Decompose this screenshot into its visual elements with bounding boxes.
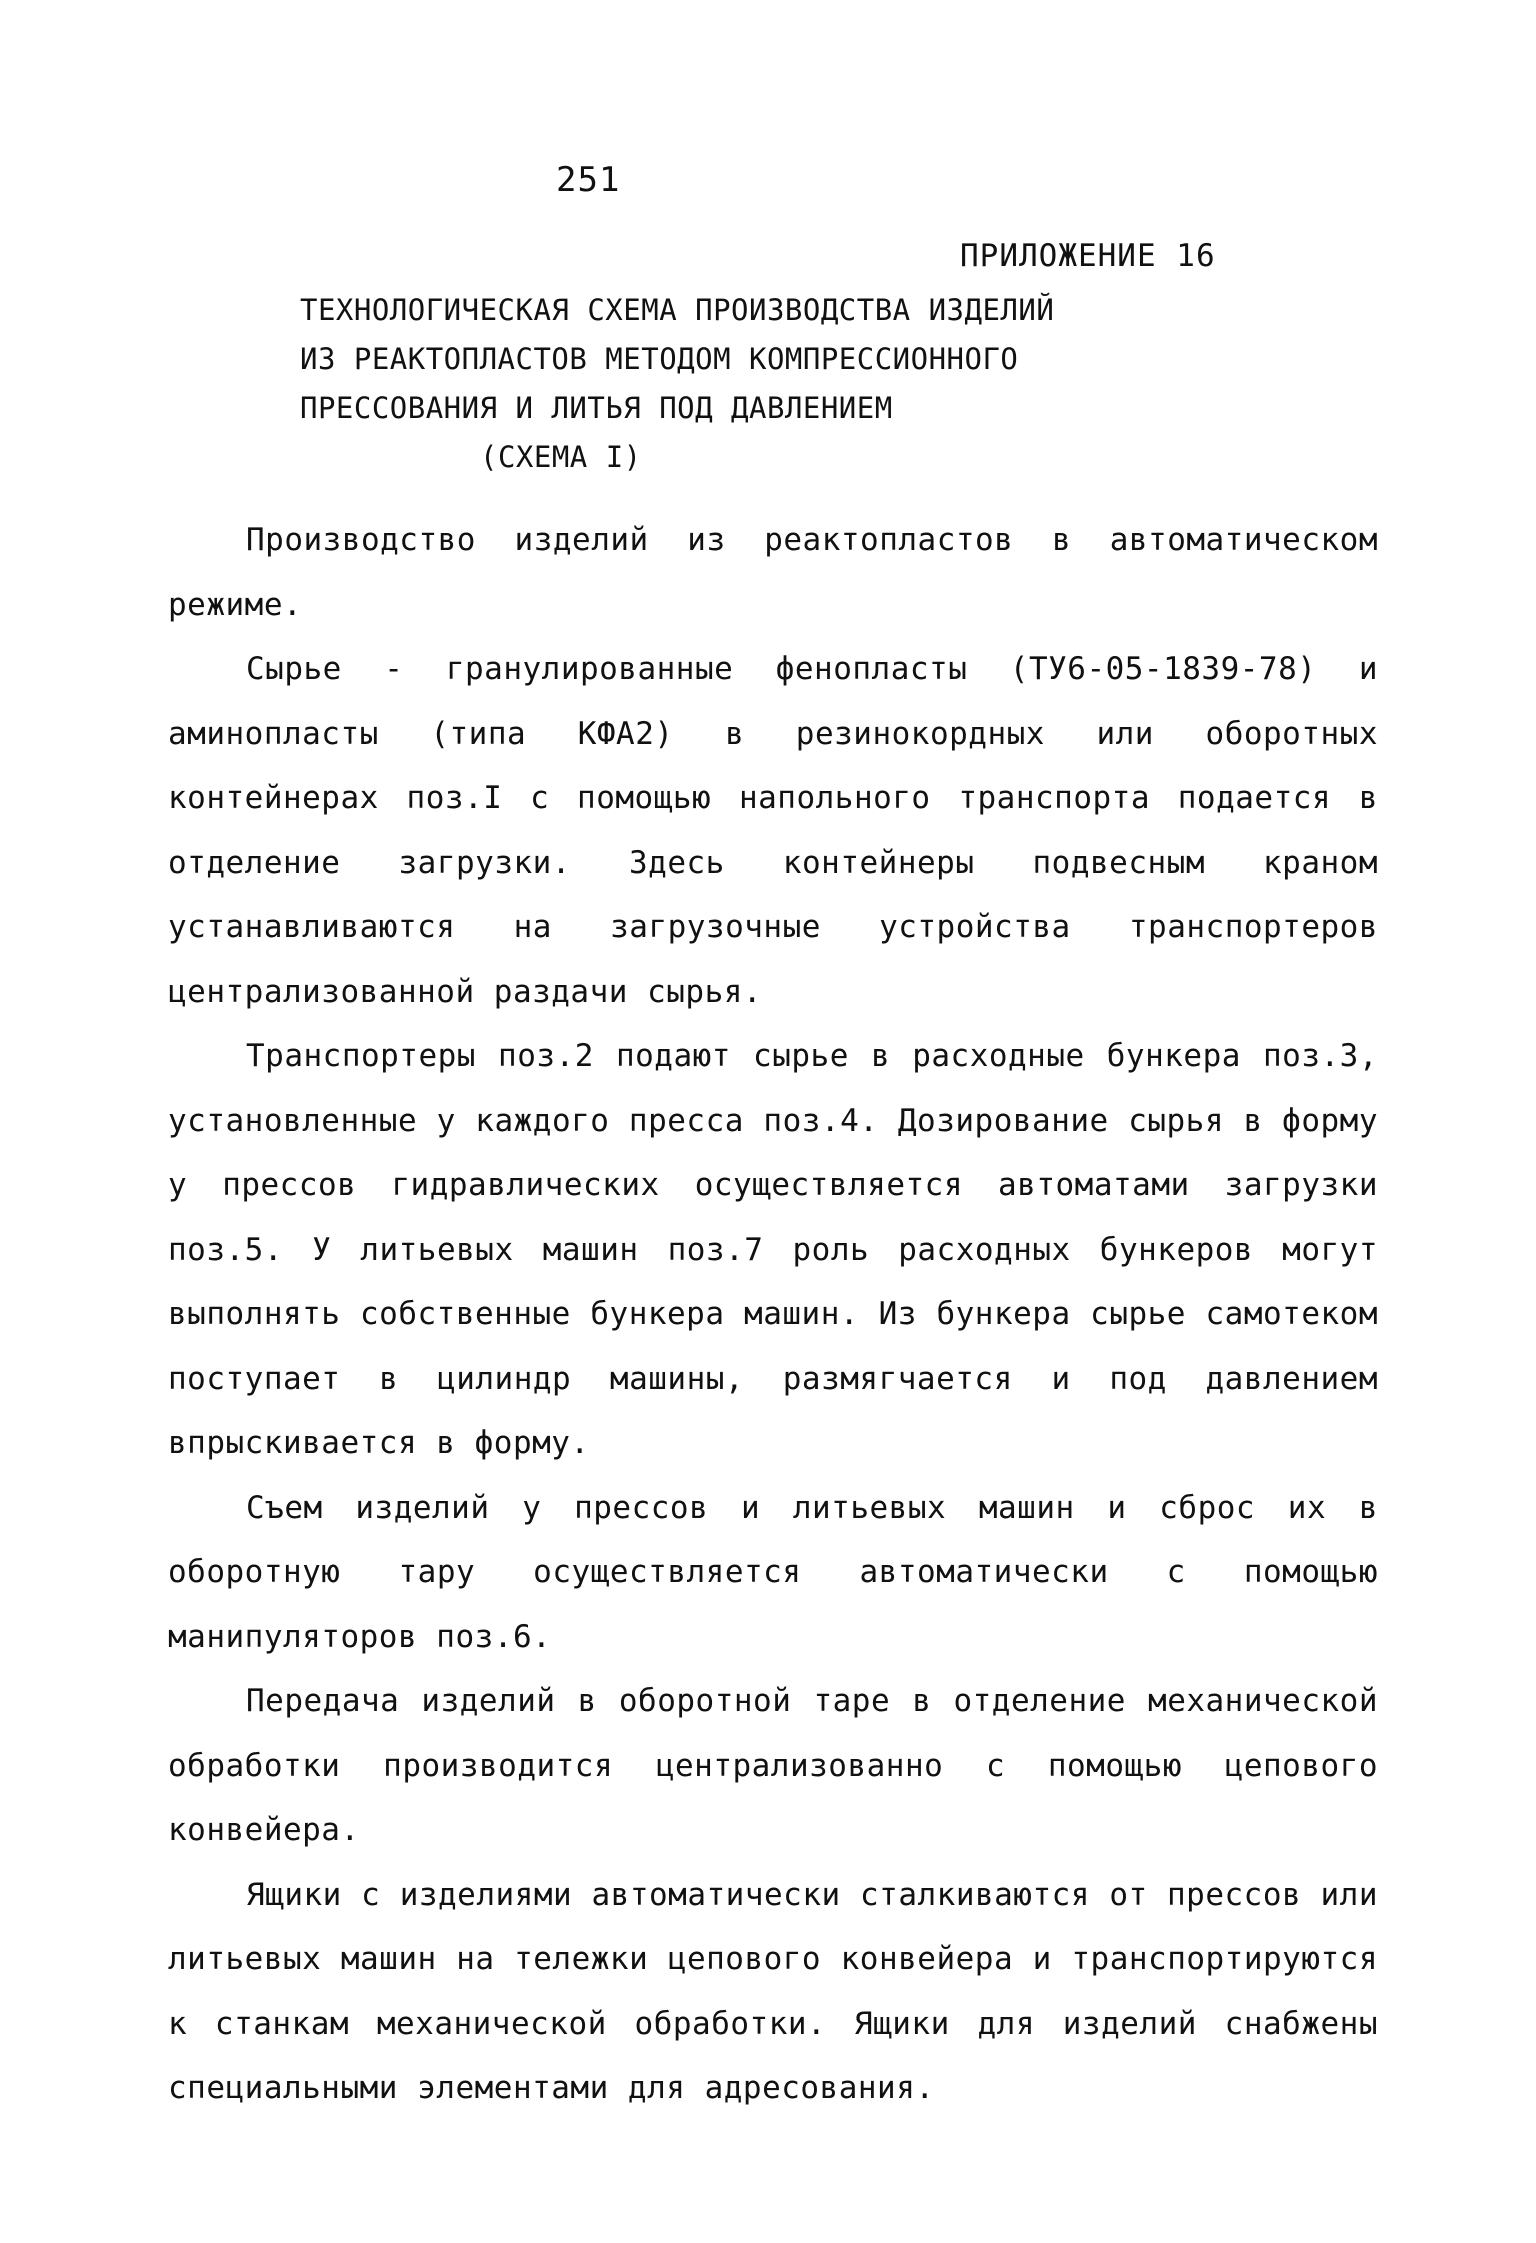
- paragraph: Съем изделий у прессов и литьевых машин и сброс их в оборотную тару осуществляется автоматически с помощью манипуляторов поз.6.: [168, 1489, 1378, 1655]
- scheme-label: (СХЕМА I): [480, 440, 642, 474]
- title-line: ТЕХНОЛОГИЧЕСКАЯ СХЕМА ПРОИЗВОДСТВА ИЗДЕЛИЙ: [300, 293, 1055, 327]
- title-line: ПРЕССОВАНИЯ И ЛИТЬЯ ПОД ДАВЛЕНИЕМ: [300, 391, 893, 425]
- paragraph: Сырье - гранулированные фенопласты (ТУ6-05-1839-78) и аминопласты (типа КФА2) в резинокордных или оборотных контейнерах поз.I с помощью напольного транспорта подается в отделение загрузки. Здесь контейнеры подвесным краном устанавливаются на загрузочные устройства транспортеров централизованной раздачи сырья.: [168, 651, 1378, 1010]
- paragraph: Передача изделий в оборотной таре в отделение механической обработки производится централизованно с помощью цепового конвейера.: [168, 1683, 1378, 1848]
- page-number: 251: [556, 160, 621, 200]
- document-title: [300, 286, 1300, 482]
- appendix-label: ПРИЛОЖЕНИЕ 16: [960, 238, 1216, 274]
- title-line: ИЗ РЕАКТОПЛАСТОВ МЕТОДОМ КОМПРЕССИОННОГО: [300, 342, 1019, 376]
- paragraph: Транспортеры поз.2 подают сырье в расходные бункера поз.3, установленные у каждого пресса поз.4. Дозирование сырья в форму у прессов гидравлических осуществляется автоматами загрузки поз.5. У литьевых машин поз.7 роль расходных бункеров могут выполнять собственные бункера машин. Из бункера сырье самотеком поступает в цилиндр машины, размягчается и под давлением впрыскивается в форму.: [168, 1038, 1378, 1461]
- paragraph: Производство изделий из реактопластов в автоматическом режиме.: [168, 522, 1378, 623]
- paragraph: Ящики с изделиями автоматически сталкиваются от прессов или литьевых машин на тележки цепового конвейера и транспортируются к станкам механической обработки. Ящики для изделий снабжены специальными элементами для адресования.: [168, 1876, 1378, 2106]
- body-text: [168, 508, 1378, 2121]
